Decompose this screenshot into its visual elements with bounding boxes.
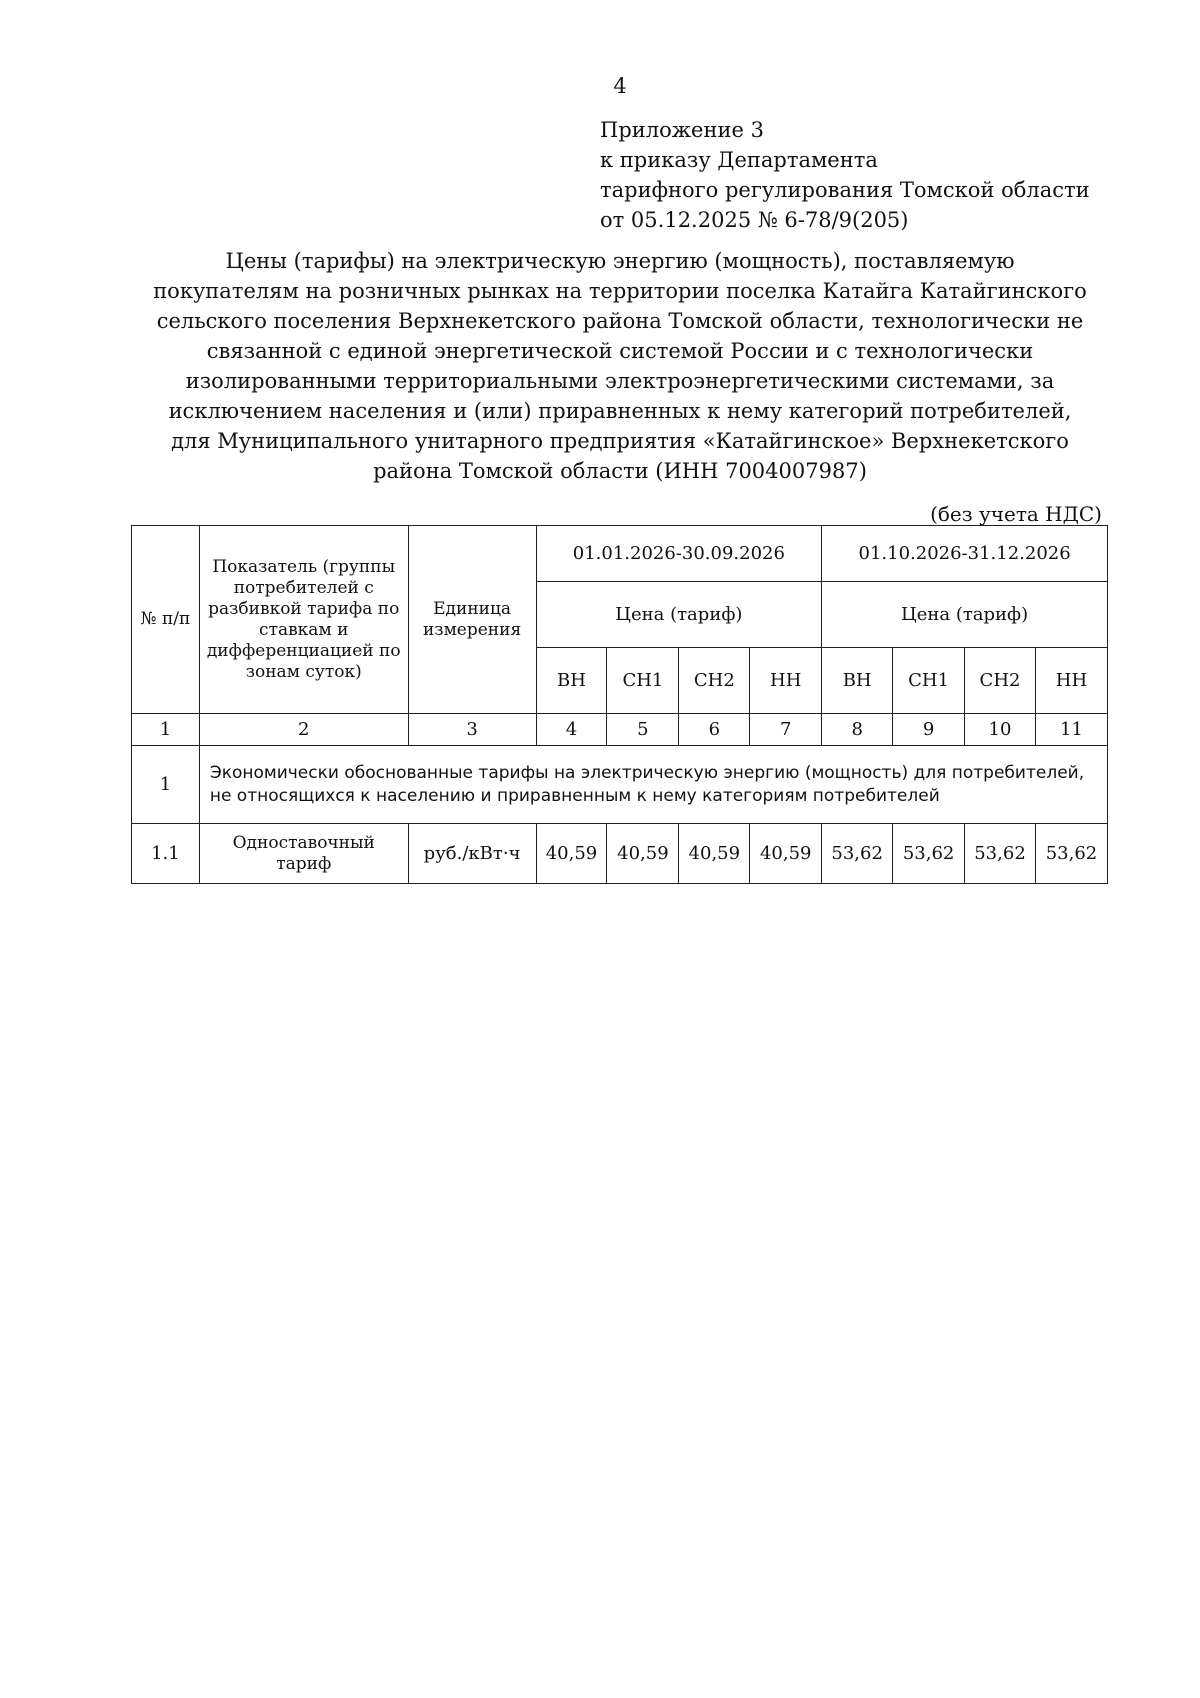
appendix-department: тарифного регулирования Томской области bbox=[600, 178, 1090, 202]
header-voltage-nn: НН bbox=[1035, 648, 1107, 714]
header-voltage-vn: ВН bbox=[822, 648, 893, 714]
column-number: 2 bbox=[199, 714, 408, 746]
header-period-1: 01.01.2026-30.09.2026 bbox=[536, 526, 822, 582]
page-number: 4 bbox=[613, 74, 627, 98]
header-price-2: Цена (тариф) bbox=[822, 582, 1108, 648]
value-cell: 53,62 bbox=[822, 824, 893, 884]
header-voltage-nn: НН bbox=[750, 648, 822, 714]
row-indicator: Одноставочный тариф bbox=[199, 824, 408, 884]
appendix-order-date: от 05.12.2025 № 6-78/9(205) bbox=[600, 208, 909, 232]
column-number: 11 bbox=[1035, 714, 1107, 746]
document-title bbox=[150, 246, 1090, 486]
group-no: 1 bbox=[132, 746, 200, 824]
title-line: Цены (тарифы) на электрическую энергию (мощность), поставляемую bbox=[225, 249, 1015, 273]
header-voltage-sn2: СН2 bbox=[679, 648, 750, 714]
table-row-group bbox=[132, 746, 1108, 824]
header-voltage-sn1: СН1 bbox=[893, 648, 965, 714]
tariff-table bbox=[131, 525, 1108, 884]
title-line: изолированными территориальными электроэнергетическими системами, за bbox=[185, 369, 1055, 393]
value-cell: 53,62 bbox=[965, 824, 1036, 884]
row-no: 1.1 bbox=[132, 824, 200, 884]
value-cell: 40,59 bbox=[607, 824, 679, 884]
value-cell: 53,62 bbox=[1035, 824, 1107, 884]
title-line: района Томской области (ИНН 7004007987) bbox=[373, 459, 867, 483]
appendix-title: Приложение 3 bbox=[600, 118, 764, 142]
group-description: Экономически обоснованные тарифы на электрическую энергию (мощность) для потребителей, не относящихся к населению и приравненным к нему категориям потребителей bbox=[199, 746, 1107, 824]
title-line: покупателям на розничных рынках на территории поселка Катайга Катайгинского bbox=[153, 279, 1087, 303]
header-indicator: Показатель (группы потребителей с разбивкой тарифа по ставкам и дифференциацией по зонам суток) bbox=[199, 526, 408, 714]
vat-note: (без учета НДС) bbox=[930, 502, 1102, 526]
appendix-header bbox=[600, 115, 1090, 235]
title-line: исключением населения и (или) приравненных к нему категорий потребителей, bbox=[168, 399, 1072, 423]
column-number: 6 bbox=[679, 714, 750, 746]
column-number: 5 bbox=[607, 714, 679, 746]
value-cell: 40,59 bbox=[679, 824, 750, 884]
value-cell: 53,62 bbox=[893, 824, 965, 884]
column-number: 4 bbox=[536, 714, 607, 746]
value-cell: 40,59 bbox=[750, 824, 822, 884]
header-unit: Единица измерения bbox=[408, 526, 536, 714]
column-number: 10 bbox=[965, 714, 1036, 746]
header-voltage-sn2: СН2 bbox=[965, 648, 1036, 714]
row-unit: руб./кВт·ч bbox=[408, 824, 536, 884]
header-voltage-vn: ВН bbox=[536, 648, 607, 714]
title-line: для Муниципального унитарного предприятия «Катайгинское» Верхнекетского bbox=[171, 429, 1069, 453]
title-line: связанной с единой энергетической системой России и с технологически bbox=[206, 339, 1034, 363]
column-number: 8 bbox=[822, 714, 893, 746]
header-no: № п/п bbox=[132, 526, 200, 714]
column-number: 1 bbox=[132, 714, 200, 746]
header-period-2: 01.10.2026-31.12.2026 bbox=[822, 526, 1108, 582]
value-cell: 40,59 bbox=[536, 824, 607, 884]
column-number: 7 bbox=[750, 714, 822, 746]
column-number: 3 bbox=[408, 714, 536, 746]
appendix-order-ref: к приказу Департамента bbox=[600, 148, 878, 172]
header-voltage-sn1: СН1 bbox=[607, 648, 679, 714]
column-number: 9 bbox=[893, 714, 965, 746]
header-price-1: Цена (тариф) bbox=[536, 582, 822, 648]
table-row bbox=[132, 824, 1108, 884]
title-line: сельского поселения Верхнекетского района Томской области, технологически не bbox=[156, 309, 1084, 333]
